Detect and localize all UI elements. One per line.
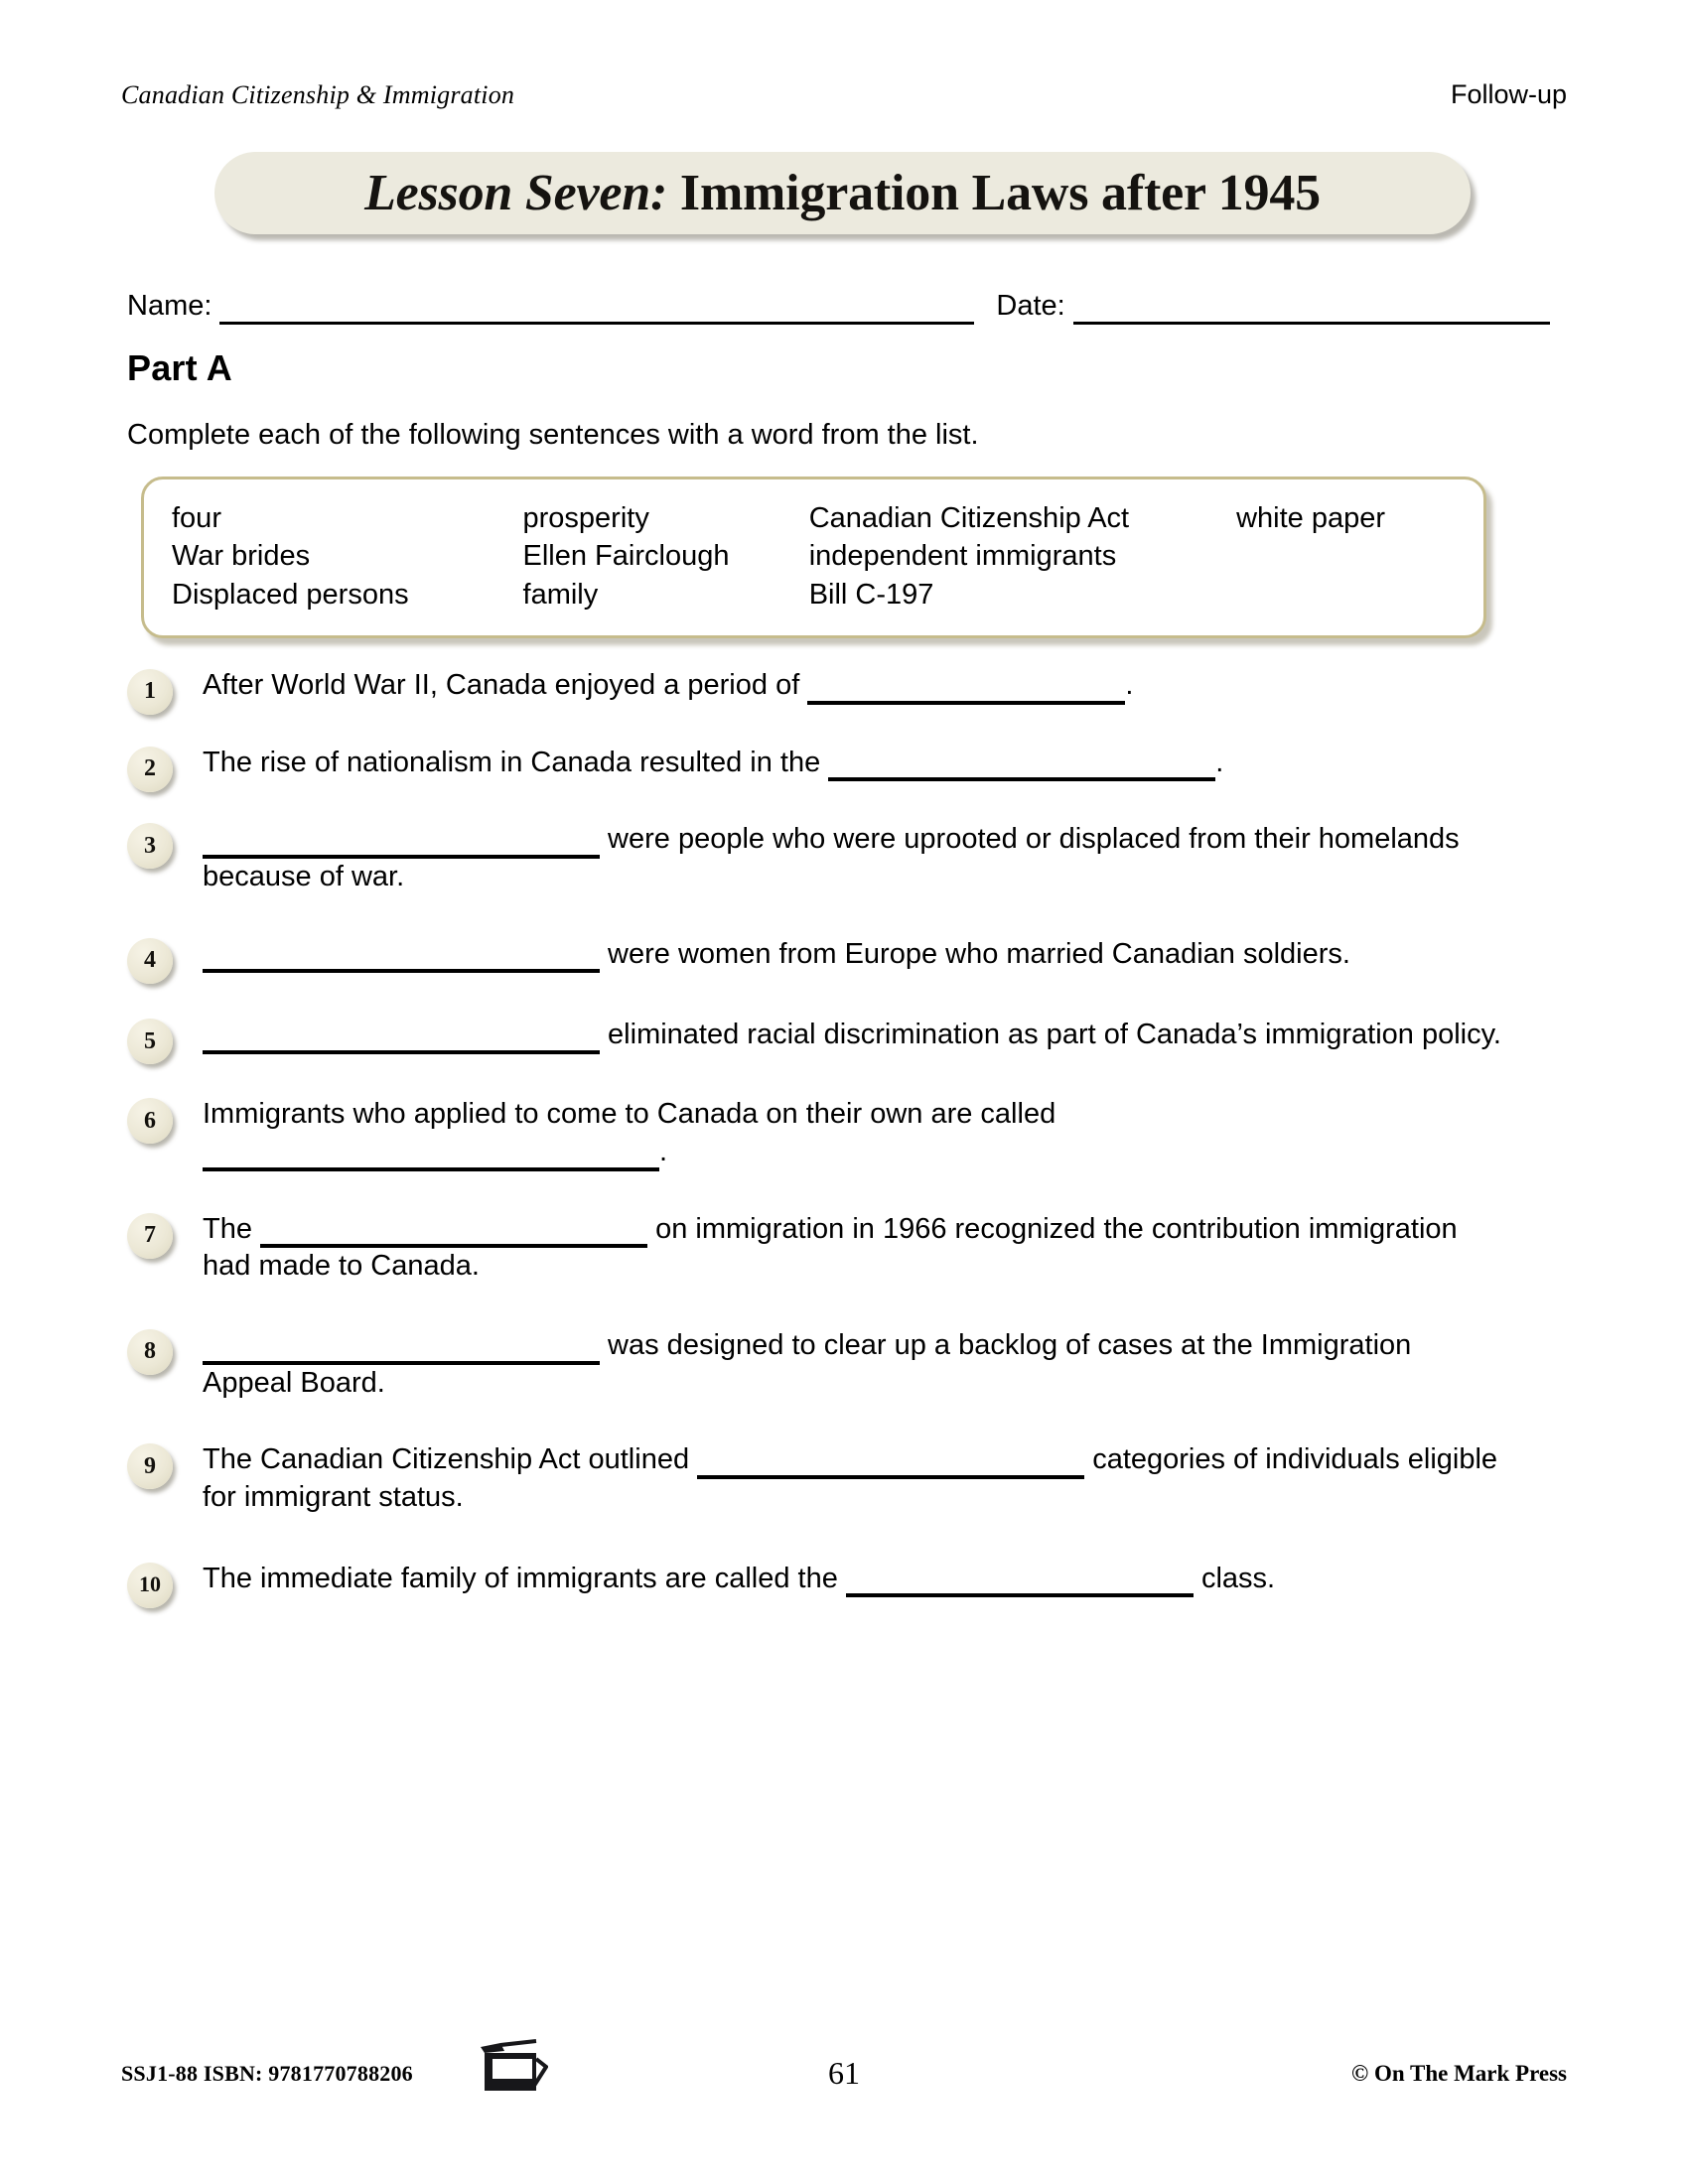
- question-text: [203, 1017, 1507, 1054]
- question-text-segment: were people who were uprooted or displaced from their homelands because of war.: [203, 823, 1460, 893]
- answer-blank[interactable]: [203, 1022, 600, 1054]
- question-text-segment: The rise of nationalism in Canada resulted in the: [203, 746, 829, 778]
- question-item: [127, 1327, 1507, 1402]
- word-bank-term: prosperity: [522, 502, 649, 534]
- word-bank-term: independent immigrants: [808, 540, 1117, 573]
- name-label: Name:: [127, 290, 212, 322]
- part-heading: Part A: [127, 347, 232, 388]
- question-text: [203, 1211, 1507, 1286]
- word-bank-box: [141, 477, 1486, 638]
- answer-blank[interactable]: [697, 1446, 1084, 1479]
- name-date-row: [127, 281, 1569, 325]
- question-text: [203, 1561, 1507, 1598]
- question-text-segment: After World War II, Canada enjoyed a period of: [203, 669, 808, 701]
- question-number-bullet: 8: [127, 1329, 173, 1375]
- question-text: [203, 1327, 1507, 1402]
- question-text-segment: Immigrants who applied to come to Canada on their own are called: [203, 1098, 1056, 1131]
- question-item: [127, 1561, 1507, 1598]
- question-text-segment: The immediate family of immigrants are called the: [203, 1562, 846, 1594]
- word-bank-term: four: [172, 502, 221, 534]
- answer-blank[interactable]: [203, 1139, 659, 1171]
- question-text: [203, 821, 1507, 895]
- page-number: 61: [828, 2055, 860, 2091]
- question-text-segment: on immigration in 1966 recognized the contribution immigration had made to Canada.: [203, 1212, 1458, 1283]
- running-header: [121, 79, 1567, 113]
- footer-copyright: © On The Mark Press: [1351, 2061, 1567, 2086]
- date-input-line[interactable]: [1073, 292, 1550, 325]
- question-text: [203, 1441, 1507, 1516]
- footer-isbn-code: SSJ1-88 ISBN: 9781770788206: [121, 2061, 413, 2086]
- word-bank-term: Displaced persons: [172, 578, 409, 611]
- word-bank-term: [1236, 537, 1456, 575]
- page-title-emphasis: Lesson Seven:: [364, 164, 668, 221]
- word-bank-term: Canadian Citizenship Act: [808, 502, 1130, 534]
- name-input-line[interactable]: [219, 292, 974, 325]
- title-banner-shape: [214, 152, 1471, 234]
- question-text-segment: eliminated racial discrimination as part of Canada’s immigration policy.: [600, 1019, 1501, 1051]
- word-bank-row: [172, 499, 1456, 537]
- question-item: [127, 1441, 1507, 1516]
- question-item: [127, 745, 1507, 782]
- word-bank-term: family: [522, 578, 599, 611]
- question-text: [203, 1096, 1507, 1170]
- word-bank-term: Bill C-197: [808, 578, 934, 611]
- question-text: [203, 936, 1507, 974]
- page-title-rest: Immigration Laws after 1945: [667, 164, 1321, 221]
- question-number-bullet: 4: [127, 938, 173, 984]
- question-item: [127, 667, 1507, 705]
- answer-blank[interactable]: [203, 1332, 600, 1365]
- date-label: Date:: [996, 290, 1065, 322]
- question-number-bullet: 10: [127, 1563, 173, 1608]
- question-text-segment: .: [659, 1135, 668, 1167]
- question-number-bullet: 9: [127, 1443, 173, 1489]
- answer-blank[interactable]: [807, 672, 1125, 705]
- part-instruction: Complete each of the following sentences with a word from the list.: [127, 419, 979, 451]
- question-list: [127, 667, 1507, 1597]
- question-item: [127, 821, 1507, 895]
- question-number-bullet: 1: [127, 669, 173, 715]
- question-number-bullet: 7: [127, 1213, 173, 1259]
- question-text-segment: .: [1125, 669, 1134, 701]
- question-item: [127, 1211, 1507, 1286]
- word-bank-row: [172, 576, 1456, 614]
- question-text-segment: categories of individuals eligible for immigrant status.: [203, 1443, 1498, 1513]
- question-text-segment: were women from Europe who married Canadian soldiers.: [600, 937, 1350, 970]
- question-text-segment: The Canadian Citizenship Act outlined: [203, 1443, 698, 1476]
- page-footer: [121, 2053, 1567, 2099]
- question-number-bullet: 6: [127, 1098, 173, 1144]
- question-number-bullet: 5: [127, 1019, 173, 1064]
- answer-blank[interactable]: [260, 1215, 647, 1248]
- word-bank-term: [1236, 576, 1456, 614]
- question-text-segment: was designed to clear up a backlog of cases at the Immigration Appeal Board.: [203, 1328, 1412, 1399]
- header-subject-title: Canadian Citizenship & Immigration: [121, 80, 515, 109]
- question-item: [127, 1096, 1507, 1170]
- word-bank-term: War brides: [172, 540, 311, 573]
- word-bank-term: white paper: [1236, 502, 1385, 534]
- question-text: [203, 667, 1507, 705]
- answer-blank[interactable]: [828, 749, 1215, 781]
- word-bank-term: Ellen Fairclough: [522, 540, 730, 573]
- answer-blank[interactable]: [846, 1565, 1194, 1597]
- question-number-bullet: 2: [127, 747, 173, 792]
- question-text-segment: .: [1215, 746, 1224, 778]
- question-item: [127, 1017, 1507, 1054]
- answer-blank[interactable]: [203, 826, 600, 859]
- question-item: [127, 936, 1507, 974]
- word-bank-row: [172, 537, 1456, 575]
- page-title: [364, 164, 1321, 221]
- answer-blank[interactable]: [203, 940, 600, 973]
- lesson-title-banner: [214, 152, 1471, 234]
- question-number-bullet: 3: [127, 823, 173, 869]
- header-section-label: Follow-up: [1450, 79, 1567, 109]
- question-text-segment: class.: [1193, 1562, 1276, 1594]
- question-text-segment: The: [203, 1212, 261, 1245]
- question-text: [203, 745, 1507, 782]
